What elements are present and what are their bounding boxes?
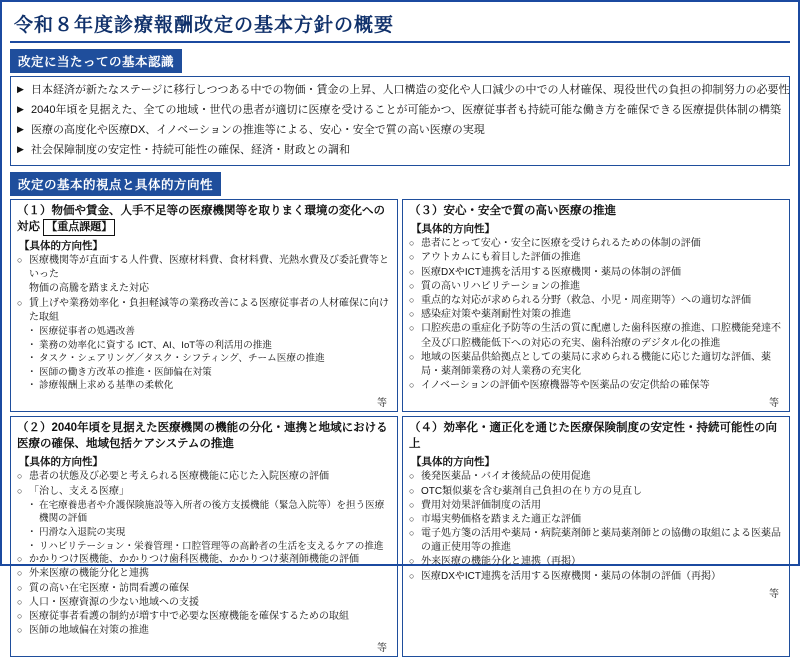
sub-head-2: 【具体的方向性】 — [19, 456, 103, 469]
viewpoint-cell-3 — [402, 199, 790, 413]
viewpoint-heading-2: 2040年頃を見据えた医療機関の機能の分化・連携と地域における医療の確保、地域包括ケアシステムの推進 — [17, 422, 388, 450]
section1-band-wrap — [10, 49, 790, 73]
list-item: ○ 重点的な対応が求められる分野（救急、小児・周産期等）への適切な評価 — [409, 294, 783, 308]
list-item: ▶ 2040年頃を見据えた、全ての地域・世代の患者が適切に医療を受けることが可能かつ、医療従事者も持続可能な働き方を確保できる医療提供体制の構築 — [17, 101, 783, 121]
viewpoint-items-1 — [17, 254, 391, 393]
tail-3: 等 — [769, 398, 779, 410]
viewpoint-number-1: （１） — [17, 204, 52, 217]
list-item: ○ 口腔疾患の重症化予防等の生活の質に配慮した歯科医療の推進、口腔機能発達不全及び口腔機能低下への対応の充実、歯科治療のデジタル化の推進 — [409, 322, 783, 350]
viewpoint-items-3 — [409, 237, 783, 393]
list-item: ・ 円滑な入退院の実現 — [17, 526, 391, 540]
list-item: ○ 医療DXやICT連携を活用する医療機関・薬局の体制の評価 — [409, 266, 783, 280]
viewpoint-heading-1: 物価や賃金、人手不足等の医療機関等を取りまく環境の変化への対応 — [17, 204, 385, 234]
viewpoint-title-2 — [17, 421, 391, 452]
list-item: ○ 感染症対策や薬剤耐性対策の推進 — [409, 308, 783, 322]
list-item: ○ 質の高いリハビリテーションの推進 — [409, 280, 783, 294]
viewpoint-items-2 — [17, 470, 391, 638]
list-item: ・ 在宅療養患者や介護保険施設等入所者の後方支援機能（緊急入院等）を担う医療機関の評価 — [17, 499, 391, 526]
section2-band-wrap — [10, 172, 790, 196]
viewpoint-cell-1 — [10, 199, 398, 413]
list-item: ○ OTC類似薬を含む薬剤自己負担の在り方の見直し — [409, 485, 783, 499]
viewpoint-title-3 — [409, 204, 783, 220]
viewpoint-number-2: （２） — [17, 422, 52, 435]
viewpoint-items-4 — [409, 470, 783, 584]
basic-recognition-list — [17, 81, 790, 161]
sub-head-3: 【具体的方向性】 — [411, 223, 495, 236]
list-item: ○ 患者の状態及び必要と考えられる医療機能に応じた入院医療の評価 — [17, 470, 391, 484]
viewpoint-number-4: （４） — [409, 422, 444, 435]
section1-box — [10, 76, 790, 166]
list-item: ○ 人口・医療資源の少ない地域への支援 — [17, 596, 391, 610]
list-item: ○ 外来医療の機能分化と連携 — [17, 567, 391, 581]
list-item: ○ イノベーションの評価や医療機器等や医薬品の安定供給の確保等 — [409, 379, 783, 393]
list-item: ○ 賃上げや業務効率化・負担軽減等の業務改善による医療従事者の人材確保に向けた取組 — [17, 297, 391, 325]
sub-head-4: 【具体的方向性】 — [411, 456, 495, 469]
section2-band-label: 改定の基本的視点と具体的方向性 — [10, 172, 221, 196]
list-item: ・ 医療従事者の処遇改善 — [17, 325, 391, 339]
viewpoints-grid — [10, 199, 790, 657]
list-item: ・ 診療報酬上求める基準の柔軟化 — [17, 379, 391, 393]
viewpoint-cell-4 — [402, 416, 790, 657]
tail-4: 等 — [769, 588, 779, 600]
page-title: 令和８年度診療報酬改定の基本方針の概要 — [10, 8, 790, 43]
list-item: ・ 医師の働き方改革の推進・医師偏在対策 — [17, 366, 391, 380]
list-item: ・ 業務の効率化に資する ICT、AI、IoT等の利活用の推進 — [17, 339, 391, 353]
list-item: ▶ 日本経済が新たなステージに移行しつつある中での物価・賃金の上昇、人口構造の変化や人口減少の中での人材確保、現役世代の負担の抑制努力の必要性 — [17, 81, 783, 101]
list-item: ▶ 社会保障制度の安定性・持続可能性の確保、経済・財政との調和 — [17, 141, 783, 161]
viewpoint-title-1 — [17, 204, 391, 236]
viewpoint-number-3: （３） — [409, 204, 444, 217]
list-item: ・ タスク・シェアリング／タスク・シフティング、チーム医療の推進 — [17, 352, 391, 366]
tail-2: 等 — [377, 643, 387, 655]
list-item: ○ 医療DXやICT連携を活用する医療機関・薬局の体制の評価（再掲） — [409, 570, 783, 584]
list-item: ○ 患者にとって安心・安全に医療を受けられるための体制の評価 — [409, 237, 783, 251]
viewpoint-heading-4: 効率化・適正化を通じた医療保険制度の安定性・持続可能性の向上 — [409, 422, 777, 450]
list-item: ○ 費用対効果評価制度の活用 — [409, 499, 783, 513]
viewpoint-title-4 — [409, 421, 783, 452]
list-item: ・ リハビリテーション・栄養管理・口腔管理等の高齢者の生活を支えるケアの推進 — [17, 540, 391, 554]
list-item: ○ 医療機関等が直面する人件費、医療材料費、食材料費、光熱水費及び委託費等といった — [17, 254, 391, 282]
viewpoint-cell-2 — [10, 416, 398, 657]
list-item: ○ 外来医療の機能分化と連携（再掲） — [409, 555, 783, 569]
section1-band-label: 改定に当たっての基本認識 — [10, 49, 182, 73]
sub-head-1: 【具体的方向性】 — [19, 240, 103, 253]
list-item: ○ 地域の医薬品供給拠点としての薬局に求められる機能に応じた適切な評価、薬局・薬剤師業務の対人業務の充実化 — [409, 351, 783, 379]
list-item: ○ 医療従事者看護の制約が増す中で必要な医療機能を確保するための取組 — [17, 610, 391, 624]
list-item: ○ 市場実勢価格を踏まえた適正な評価 — [409, 513, 783, 527]
list-item: ○ かかりつけ医機能、かかりつけ歯科医機能、かかりつけ薬剤師機能の評価 — [17, 553, 391, 567]
list-item: ○ 電子処方箋の活用や薬局・病院薬剤師と薬局薬剤師との協働の取組による医薬品の適正使用等の推進 — [409, 527, 783, 555]
list-item: ▶ 医療の高度化や医療DX、イノベーションの推進等による、安心・安全で質の高い医療の実現 — [17, 121, 783, 141]
tail-1: 等 — [377, 398, 387, 410]
emphasis-badge-1: 【重点課題】 — [43, 219, 115, 236]
list-item: ○ 医師の地域偏在対策の推進 — [17, 624, 391, 638]
list-item: ○ アウトカムにも着目した評価の推進 — [409, 251, 783, 265]
list-item-cont: 物価の高騰を踏まえた対応 — [29, 283, 149, 295]
list-item: ○ 「治し、支える医療」 — [17, 485, 391, 499]
list-item: ○ 後発医薬品・バイオ後続品の使用促進 — [409, 470, 783, 484]
viewpoint-heading-3: 安心・安全で質の高い医療の推進 — [443, 204, 616, 217]
list-item: ○ 質の高い在宅医療・訪問看護の確保 — [17, 582, 391, 596]
